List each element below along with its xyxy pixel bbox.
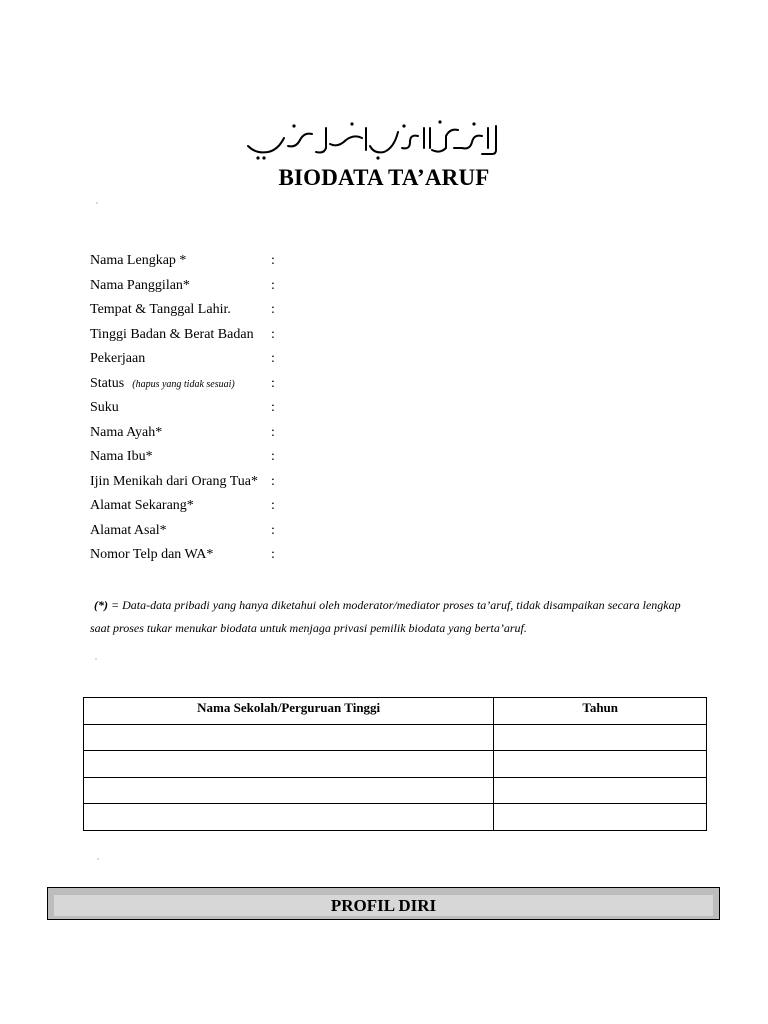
field-label-parent-permission: Ijin Menikah dari Orang Tua* [90,473,258,489]
field-label-occupation: Pekerjaan [90,351,146,366]
form-row [90,447,690,472]
field-label-height-weight: Tinggi Badan & Berat Badan [90,326,254,342]
status-hint: (hapus yang tidak sesuai) [132,378,235,390]
table-cell-school[interactable] [84,777,494,804]
field-label-status [90,374,235,395]
form-row [90,276,690,301]
header-year: Tahun [494,698,707,725]
field-label-current-address: Alamat Sekarang* [90,498,194,513]
stray-mark [95,658,97,660]
field-colon: : [271,522,275,538]
table-row [84,777,707,804]
form-row [90,423,690,448]
arabic-calligraphy-header [234,114,534,162]
table-cell-year[interactable] [494,724,707,751]
status-label-text: Status [90,375,125,391]
form-row [90,496,690,521]
form-row [90,521,690,546]
footnote-text: = Data-data pribadi yang hanya diketahui oleh moderator/mediator proses ta’aruf, tidak disampaikan secara lengkap saat proses tukar menukar biodata untuk menjaga privasi pemilik biodata yang berta’aruf. [90,598,681,635]
field-colon: : [271,498,275,513]
field-colon: : [271,473,275,489]
stray-mark [96,202,98,204]
table-cell-school[interactable] [84,804,494,831]
document-title: BIODATA TA’ARUF [278,165,490,190]
header-school-name: Nama Sekolah/Perguruan Tinggi [84,698,494,725]
field-label-full-name: Nama Lengkap * [90,253,187,268]
table-row [84,724,707,751]
field-label-ethnicity: Suku [90,400,119,415]
profile-section-header [47,887,720,920]
form-row [90,374,690,399]
table-row [84,804,707,831]
field-label-phone-wa: Nomor Telp dan WA* [90,547,214,562]
table-cell-year[interactable] [494,751,707,778]
field-colon: : [271,424,275,440]
field-colon: : [271,400,275,415]
biodata-form [90,251,690,570]
form-row [90,300,690,325]
table-cell-year[interactable] [494,804,707,831]
education-table [83,697,707,831]
profile-section-title: PROFIL DIRI [54,895,713,916]
table-cell-school[interactable] [84,724,494,751]
table-header-row [84,698,707,725]
field-colon: : [271,302,275,317]
field-label-birth-place-date: Tempat & Tanggal Lahir. [90,302,231,317]
table-cell-year[interactable] [494,777,707,804]
table-cell-school[interactable] [84,751,494,778]
field-colon: : [271,253,275,268]
field-colon: : [271,547,275,562]
field-colon: : [271,277,275,293]
field-colon: : [271,375,275,391]
table-row [84,751,707,778]
field-label-origin-address: Alamat Asal* [90,522,167,538]
field-label-mother-name: Nama Ibu* [90,449,153,464]
field-colon: : [271,351,275,366]
form-row [90,545,690,570]
form-row [90,472,690,497]
form-row [90,349,690,374]
field-colon: : [271,326,275,342]
form-row [90,251,690,276]
privacy-footnote [90,594,700,639]
field-colon: : [271,449,275,464]
field-label-nickname: Nama Panggilan* [90,277,190,293]
form-row [90,398,690,423]
stray-mark [97,858,99,860]
form-row [90,325,690,350]
field-label-father-name: Nama Ayah* [90,424,163,440]
footnote-marker: (*) [94,598,108,612]
